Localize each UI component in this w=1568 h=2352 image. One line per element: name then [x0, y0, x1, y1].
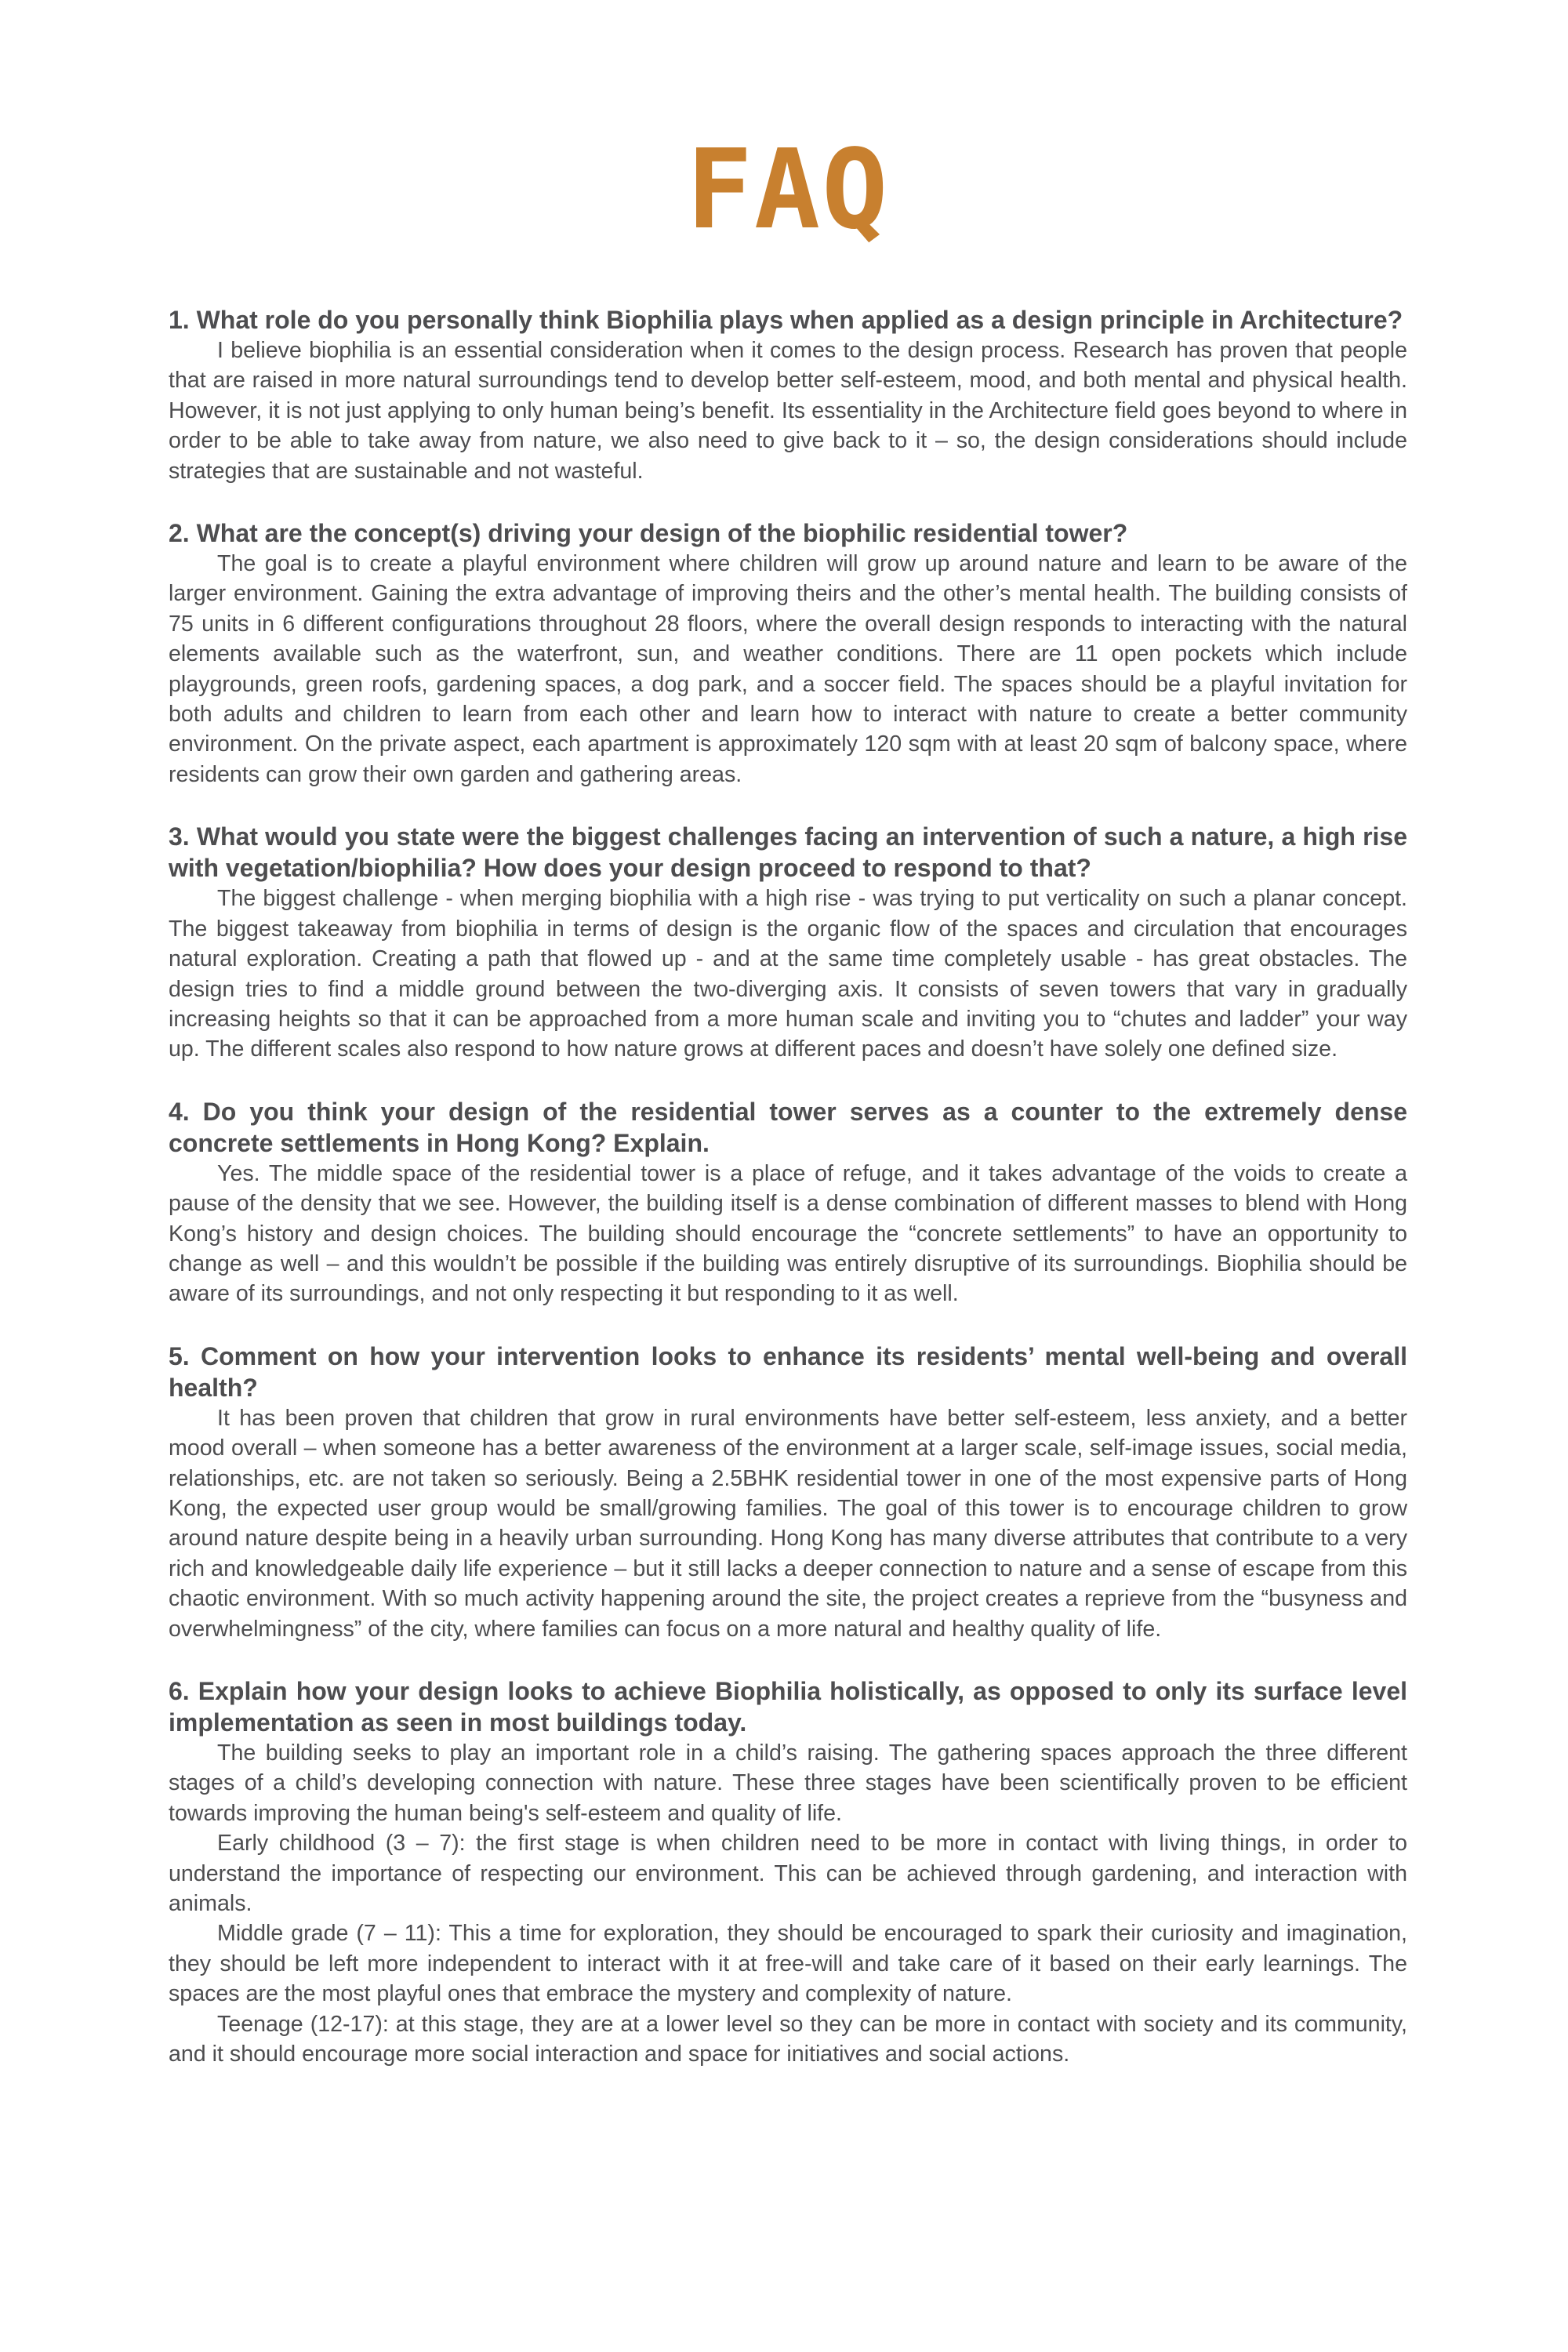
faq-answer-4 — [169, 1159, 1407, 1309]
faq-item-4 — [169, 1096, 1407, 1309]
faq-question-6: 6. Explain how your design looks to achieve Biophilia holistically, as opposed to only its surface level implementation as seen in most buildings today. — [169, 1677, 1407, 1737]
faq-item-6 — [169, 1675, 1407, 2069]
faq-item-2 — [169, 517, 1407, 789]
faq-item-3 — [169, 821, 1407, 1064]
faq-answer-5 — [169, 1403, 1407, 1644]
faq-question-4: 4. Do you think your design of the residential tower serves as a counter to the extremely dense concrete settlements in Hong Kong? Explain. — [169, 1097, 1407, 1157]
answer-paragraph: The biggest challenge - when merging biophilia with a high rise - was trying to put verticality on such a planar concept. The biggest takeaway from biophilia in terms of design is the organic flow of the spaces and circulation that encourages natural exploration. Creating a path that flowed up - and at the same time completely usable - has great obstacles. The design tries to find a middle ground between the two-diverging axis. It consists of seven towers that vary in gradually increasing heights so that it can be approached from a more human scale and inviting you to “chutes and ladder” your way up. The different scales also respond to how nature grows at different paces and doesn’t have solely one defined size. — [169, 886, 1407, 1062]
answer-paragraph: Early childhood (3 – 7): the first stage is when children need to be more in contact with living things, in order to understand the importance of respecting our environment. This can be achieved through gardening, and interaction with animals. — [169, 1831, 1407, 1917]
answer-paragraph: The building seeks to play an important role in a child’s raising. The gathering spaces approach the three different stages of a child’s developing connection with nature. These three stages have been scientifically proven to be efficient towards improving the human being's self-esteem and quality of life. — [169, 1740, 1407, 1826]
faq-question-1: 1. What role do you personally think Biophilia plays when applied as a design principle in Architecture? — [169, 306, 1403, 334]
faq-list — [169, 304, 1407, 2069]
answer-paragraph: It has been proven that children that grow in rural environments have better self-esteem, less anxiety, and a better mood overall – when someone has a better awareness of the environment at a larger scale, self-image issues, social media, relationships, etc. are not taken so seriously. Being a 2.5BHK residential tower in one of the most expensive parts of Hong Kong, the expected user group would be small/growing families. The goal of this tower is to encourage children to grow around nature despite being in a heavily urban surrounding. Hong Kong has many diverse attributes that contribute to a very rich and knowledgeable daily life experience – but it still lacks a deeper connection to nature and a sense of escape from this chaotic environment. With so much activity happening around the site, the project creates a reprieve from the “busyness and overwhelmingness” of the city, where families can focus on a more natural and healthy quality of life. — [169, 1405, 1407, 1642]
answer-paragraph: Teenage (12-17): at this stage, they are at a lower level so they can be more in contact with society and its community, and it should encourage more social interaction and space for initiatives and social actions. — [169, 2011, 1407, 2067]
faq-question-3: 3. What would you state were the biggest challenges facing an intervention of such a nature, a high rise with vegetation/biophilia? How does your design proceed to respond to that? — [169, 822, 1407, 883]
answer-paragraph: I believe biophilia is an essential consideration when it comes to the design process. Research has proven that people that are raised in more natural surroundings tend to develop better self-esteem, mood, and both mental and physical health. However, it is not just applying to only human being’s benefit. Its essentiality in the Architecture field goes beyond to where in order to be able to take away from nature, we also need to give back to it – so, the design considerations should include strategies that are sustainable and not wasteful. — [169, 338, 1407, 484]
faq-question-5: 5. Comment on how your intervention looks to enhance its residents’ mental well-being and overall health? — [169, 1341, 1407, 1402]
answer-paragraph: The goal is to create a playful environment where children will grow up around nature and learn to be aware of the larger environment. Gaining the extra advantage of improving theirs and the other’s mental health. The building consists of 75 units in 6 different configurations throughout 28 floors, where the overall design responds to interacting with the natural elements available such as the waterfront, sun, and weather conditions. There are 11 open pockets which include playgrounds, green roofs, gardening spaces, a dog park, and a soccer field. The spaces should be a playful invitation for both adults and children to learn from each other and learn how to interact with nature to create a better community environment. On the private aspect, each apartment is approximately 120 sqm with at least 20 sqm of balcony space, where residents can grow their own garden and gathering areas. — [169, 551, 1407, 787]
faq-answer-3 — [169, 884, 1407, 1064]
faq-answer-1 — [169, 336, 1407, 486]
faq-item-1 — [169, 304, 1407, 486]
faq-page — [169, 0, 1407, 2100]
faq-answer-6 — [169, 1738, 1407, 2069]
faq-question-2: 2. What are the concept(s) driving your design of the biophilic residential tower? — [169, 519, 1128, 548]
answer-paragraph: Yes. The middle space of the residential tower is a place of refuge, and it takes advantage of the voids to create a pause of the density that we see. However, the building itself is a dense combination of different masses to blend with Hong Kong’s history and design choices. The building should encourage the “concrete settlements” to have an opportunity to change as well – and this wouldn’t be possible if the building was entirely disruptive of its surroundings. Biophilia should be aware of its surroundings, and not only respecting it but responding to it as well. — [169, 1160, 1407, 1307]
answer-paragraph: Middle grade (7 – 11): This a time for exploration, they should be encouraged to spark their curiosity and imagination, they should be left more independent to interact with it at free-will and take care of it based on their early learnings. The spaces are the most playful ones that embrace the mystery and complexity of nature. — [169, 1921, 1407, 2007]
faq-item-5 — [169, 1341, 1407, 1644]
faq-answer-2 — [169, 549, 1407, 789]
page-title: FAQ — [686, 126, 890, 254]
